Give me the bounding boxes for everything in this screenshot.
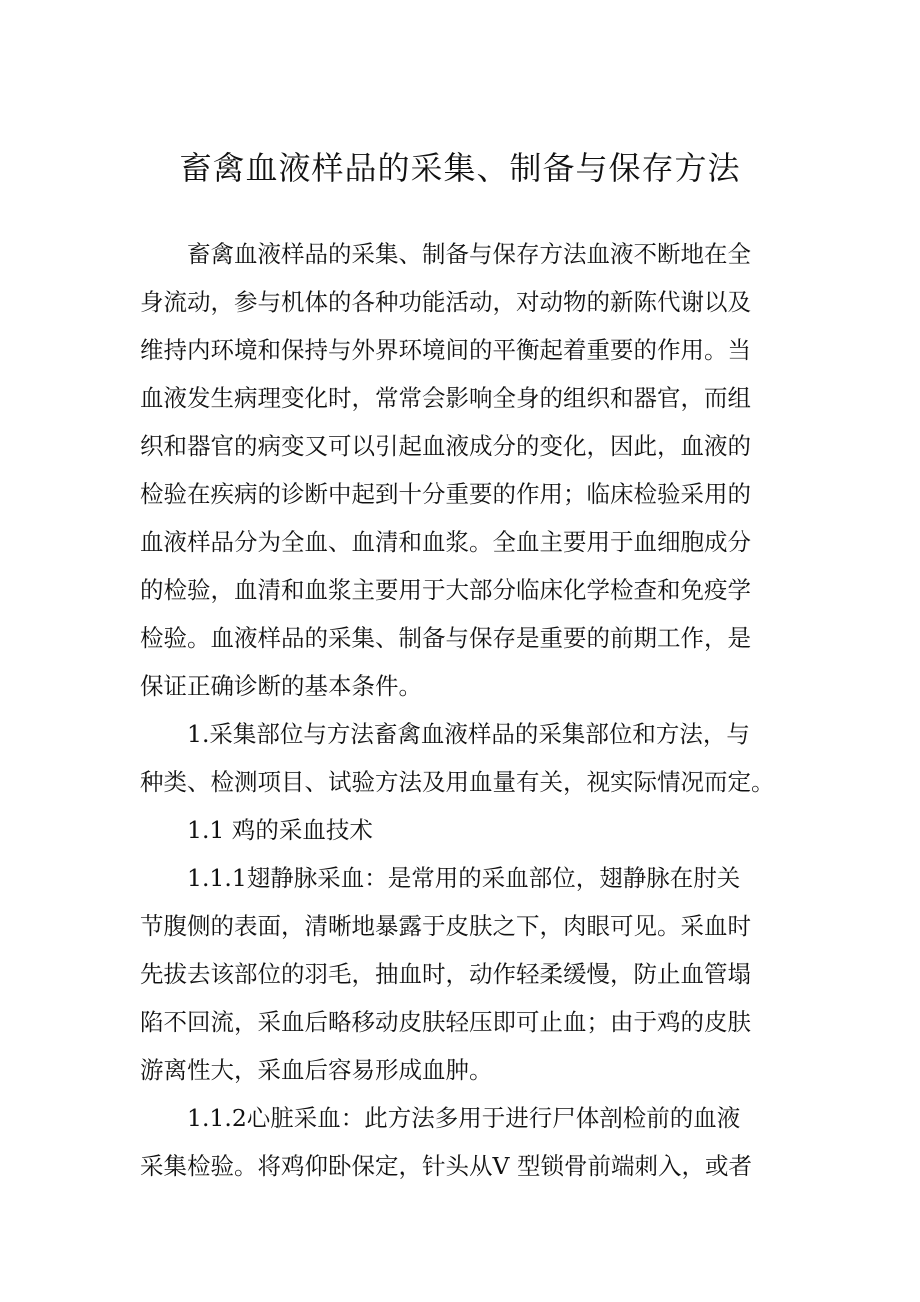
section-1-1-heading — [140, 806, 782, 854]
paragraph-line: 检验。血液样品的采集、制备与保存是重要的前期工作，是 — [140, 624, 751, 652]
paragraph-line: 陷不回流，采血后略移动皮肤轻压即可止血；由于鸡的皮肤 — [140, 1008, 751, 1036]
paragraph-line: 身流动，参与机体的各种功能活动，对动物的新陈代谢以及 — [140, 288, 751, 316]
paragraph-line: 1.1.1翅静脉采血：是常用的采血部位，翅静脉在肘关 — [187, 864, 741, 892]
page-title: 畜禽血液样品的采集、制备与保存方法 — [179, 149, 741, 187]
paragraph-line: 的检验，血清和血浆主要用于大部分临床化学检查和免疫学 — [140, 576, 751, 604]
paragraph-line: 节腹侧的表面，清晰地暴露于皮肤之下，肉眼可见。采血时 — [140, 912, 751, 940]
paragraph-line: 先拔去该部位的羽毛，抽血时，动作轻柔缓慢，防止血管塌 — [140, 960, 751, 988]
paragraph-line: 保证正确诊断的基本条件。 — [140, 672, 422, 700]
paragraph-line: 检验在疾病的诊断中起到十分重要的作用；临床检验采用的 — [140, 480, 751, 508]
paragraph-line: 织和器官的病变又可以引起血液成分的变化，因此，血液的 — [140, 432, 751, 460]
section-1-paragraph — [140, 710, 782, 806]
paragraph-line: 种类、检测项目、试验方法及用血量有关，视实际情况而定。 — [140, 768, 775, 796]
paragraph-line: 维持内环境和保持与外界环境间的平衡起着重要的作用。当 — [140, 336, 751, 364]
section-heading: 1.1 鸡的采血技术 — [187, 816, 373, 844]
section-1-1-2-paragraph — [140, 1094, 782, 1190]
paragraph-line: 1.采集部位与方法畜禽血液样品的采集部位和方法，与 — [187, 720, 750, 748]
paragraph-line: 游离性大，采血后容易形成血肿。 — [140, 1056, 493, 1084]
intro-paragraph — [140, 230, 782, 710]
paragraph-line: 血液发生病理变化时，常常会影响全身的组织和器官，而组 — [140, 384, 751, 412]
section-1-1-1-paragraph — [140, 854, 782, 1094]
paragraph-line: 1.1.2心脏采血：此方法多用于进行尸体剖检前的血液 — [187, 1104, 741, 1132]
paragraph-line: 血液样品分为全血、血清和血浆。全血主要用于血细胞成分 — [140, 528, 751, 556]
paragraph-line: 畜禽血液样品的采集、制备与保存方法血液不断地在全 — [187, 240, 751, 268]
paragraph-line: 采集检验。将鸡仰卧保定，针头从V 型锁骨前端刺入，或者 — [140, 1152, 752, 1180]
